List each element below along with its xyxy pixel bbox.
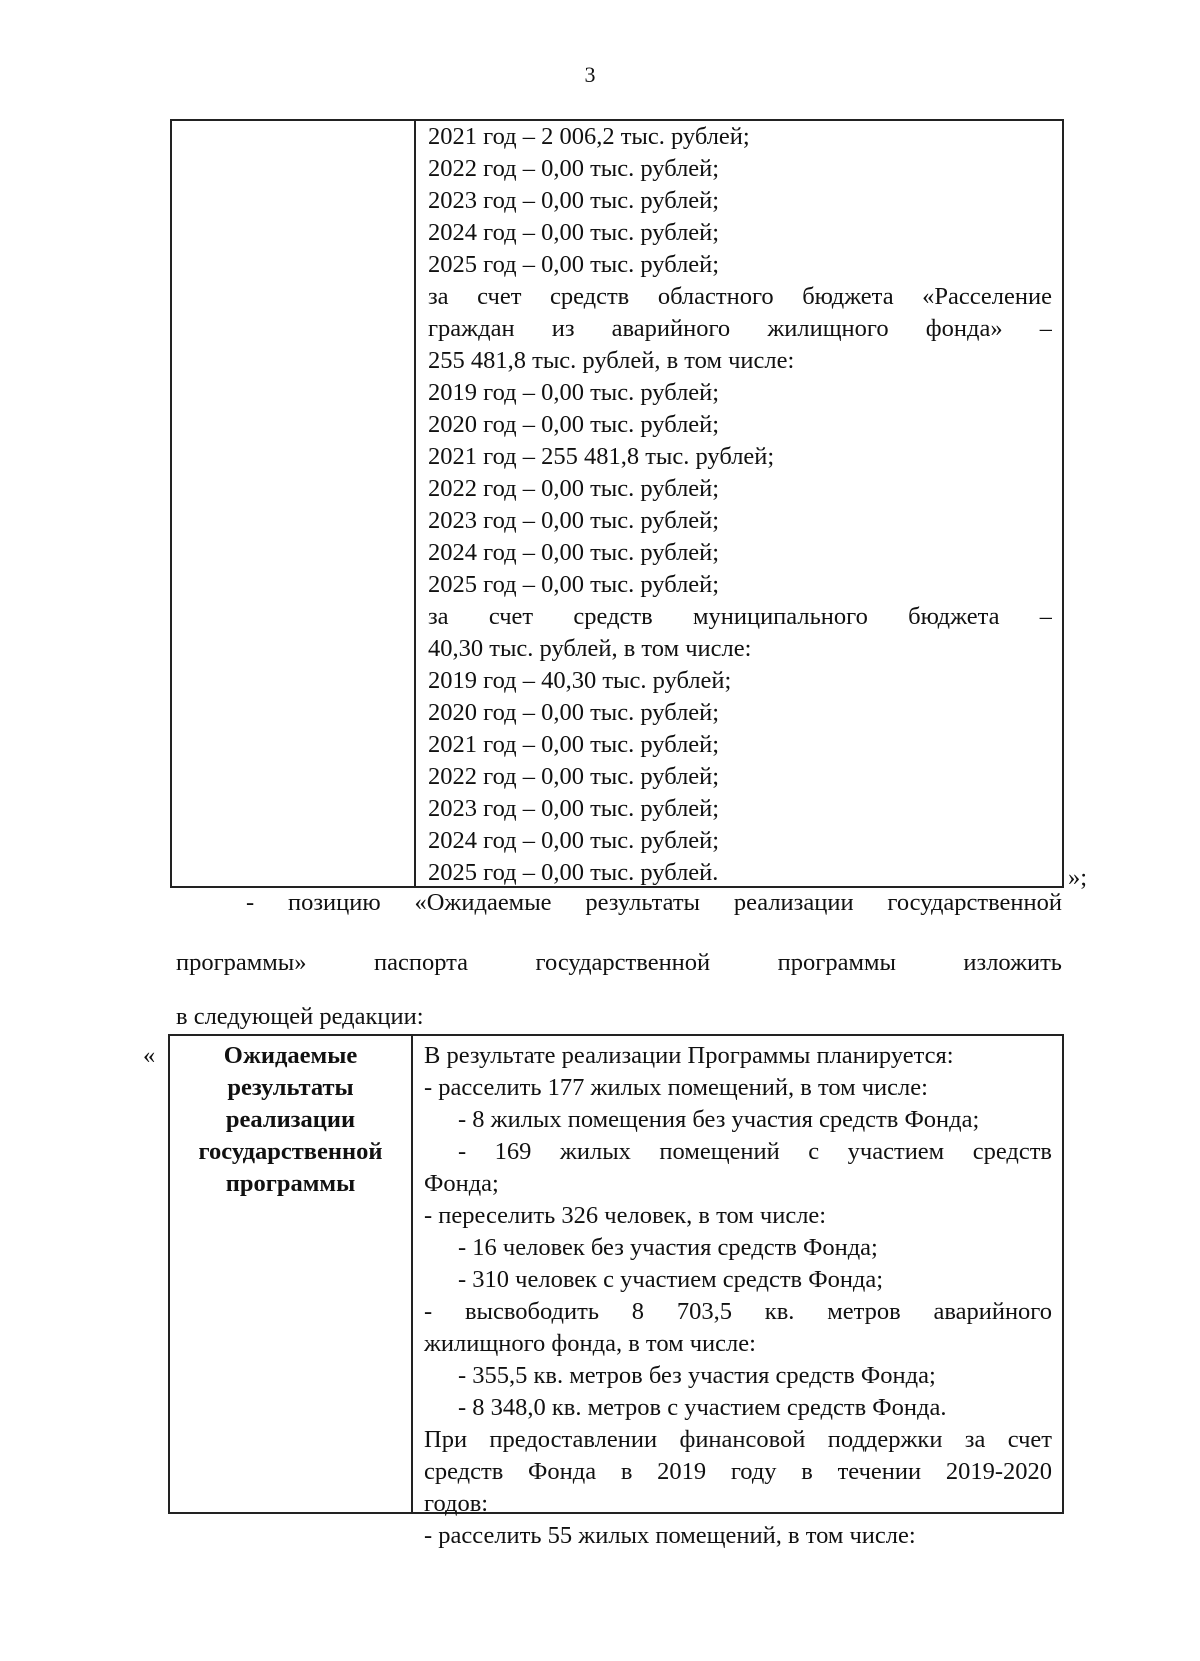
funding-line: 2019 год – 40,30 тыс. рублей; (428, 667, 732, 694)
result-line: - 8 жилых помещения без участия средств Фонда; (458, 1106, 980, 1133)
result-line: - 16 человек без участия средств Фонда; (458, 1234, 878, 1261)
result-line: - 355,5 кв. метров без участия средств Фонда; (458, 1362, 936, 1389)
expected-results-header-cell (170, 1036, 413, 1512)
result-line: - расселить 55 жилых помещений, в том числе: (424, 1522, 916, 1549)
funding-line: 2025 год – 0,00 тыс. рублей; (428, 571, 720, 598)
opening-quote-mark: « (143, 1042, 156, 1069)
funding-line: 2023 год – 0,00 тыс. рублей; (428, 187, 720, 214)
header-line: программы (225, 1170, 356, 1197)
funding-table-value-cell (418, 121, 1062, 886)
funding-line: 2019 год – 0,00 тыс. рублей; (428, 379, 720, 406)
funding-line: 2024 год – 0,00 тыс. рублей; (428, 219, 720, 246)
funding-line: 2023 год – 0,00 тыс. рублей; (428, 795, 720, 822)
header-line: государственной (198, 1138, 383, 1165)
result-line: жилищного фонда, в том числе: (424, 1330, 756, 1357)
funding-line: 2022 год – 0,00 тыс. рублей; (428, 475, 720, 502)
funding-line: 2021 год – 2 006,2 тыс. рублей; (428, 123, 750, 150)
funding-line: 2022 год – 0,00 тыс. рублей; (428, 155, 720, 182)
paragraph-line: программы» паспорта государственной программы изложить (176, 949, 1062, 976)
header-line: реализации (225, 1106, 356, 1133)
result-line: - 8 348,0 кв. метров с участием средств Фонда. (458, 1394, 947, 1421)
funding-table-label-cell (172, 121, 416, 886)
result-line: - переселить 326 человек, в том числе: (424, 1202, 827, 1229)
paragraph-line: в следующей редакции: (176, 1003, 424, 1030)
paragraph-line: - позицию «Ожидаемые результаты реализации государственной (246, 889, 1062, 916)
result-line: При предоставлении финансовой поддержки за счет (424, 1426, 1052, 1453)
funding-line: 2021 год – 255 481,8 тыс. рублей; (428, 443, 775, 470)
funding-line: 2023 год – 0,00 тыс. рублей; (428, 507, 720, 534)
funding-line: 2024 год – 0,00 тыс. рублей; (428, 827, 720, 854)
funding-line: 255 481,8 тыс. рублей, в том числе: (428, 347, 795, 374)
header-line: Ожидаемые (223, 1042, 358, 1069)
result-line: средств Фонда в 2019 году в течении 2019-2020 (424, 1458, 1052, 1485)
result-line: - 310 человек с участием средств Фонда; (458, 1266, 884, 1293)
result-line: - 169 жилых помещений с участием средств (458, 1138, 1052, 1165)
result-line: годов: (424, 1490, 489, 1517)
expected-results-table (168, 1034, 1064, 1549)
funding-line: за счет средств муниципального бюджета – (428, 603, 1052, 630)
expected-results-content-cell (415, 1036, 1062, 1549)
result-line: - высвободить 8 703,5 кв. метров аварийного (424, 1298, 1052, 1325)
funding-table (170, 119, 1064, 888)
result-line: Фонда; (424, 1170, 499, 1197)
result-line: В результате реализации Программы планируется: (424, 1042, 954, 1069)
result-line: - расселить 177 жилых помещений, в том числе: (424, 1074, 928, 1101)
funding-line: 2022 год – 0,00 тыс. рублей; (428, 763, 720, 790)
funding-line: 2025 год – 0,00 тыс. рублей. (428, 859, 719, 886)
funding-line: 2020 год – 0,00 тыс. рублей; (428, 699, 720, 726)
funding-line: 2020 год – 0,00 тыс. рублей; (428, 411, 720, 438)
funding-line: граждан из аварийного жилищного фонда» – (428, 315, 1052, 342)
funding-line: 2024 год – 0,00 тыс. рублей; (428, 539, 720, 566)
closing-quote-mark: »; (1068, 864, 1088, 891)
funding-line: 2021 год – 0,00 тыс. рублей; (428, 731, 720, 758)
funding-line: за счет средств областного бюджета «Расселение (428, 283, 1052, 310)
header-line: результаты (227, 1074, 354, 1101)
funding-line: 40,30 тыс. рублей, в том числе: (428, 635, 752, 662)
funding-line: 2025 год – 0,00 тыс. рублей; (428, 251, 720, 278)
page-number: 3 (584, 62, 596, 87)
